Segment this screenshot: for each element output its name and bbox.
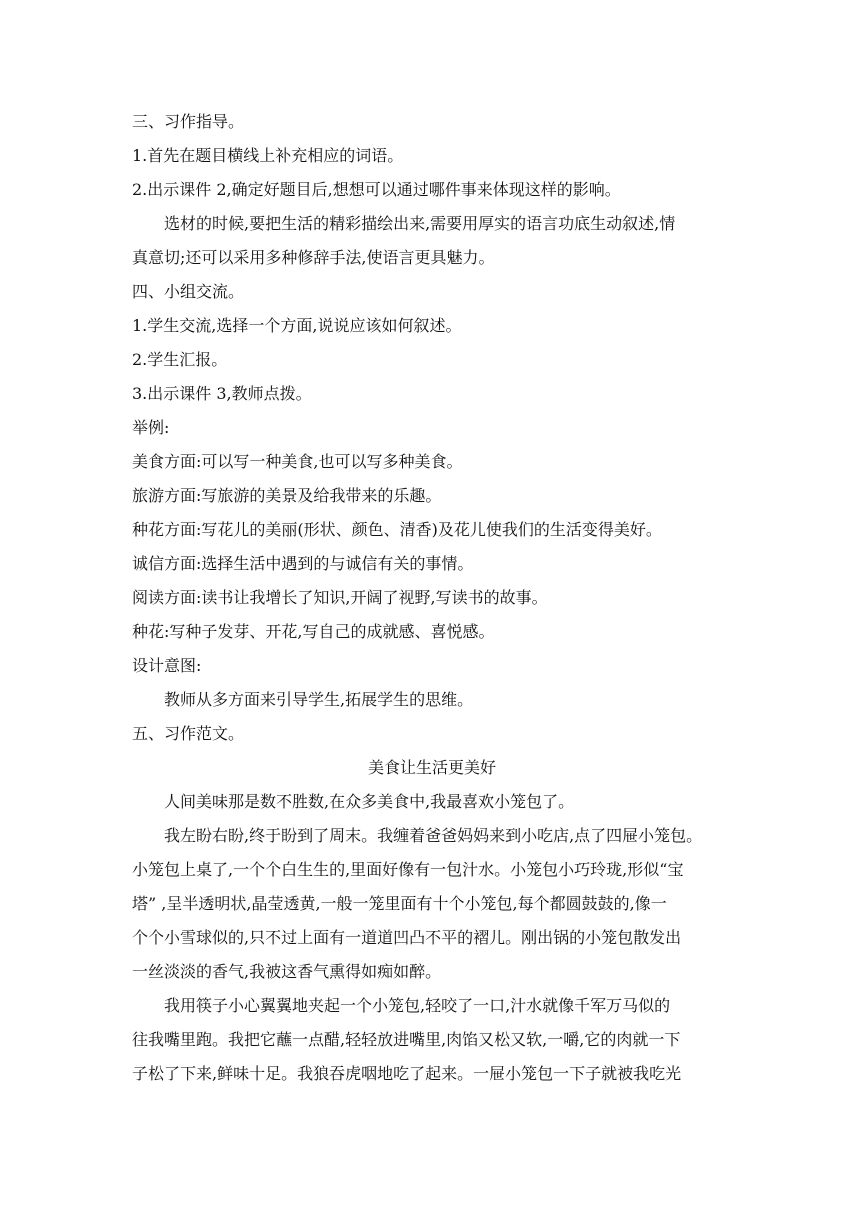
discussion-step-1: 1.学生交流,选择一个方面,说说应该如何叙述。 [132,316,462,335]
essay-paragraph-2-line-3: 塔” ,呈半透明状,晶莹透黄,一般一笼里面有十个小笼包,每个都圆鼓鼓的,像一 [132,894,667,913]
essay-paragraph-2-line-1: 我左盼右盼,终于盼到了周末。我缠着爸爸妈妈来到小吃店,点了四屉小笼包。 [164,826,703,845]
discussion-step-2: 2.学生汇报。 [132,350,228,369]
section-heading-writing-guidance: 三、习作指导。 [132,112,245,131]
essay-paragraph-3-line-3: 子松了下来,鲜味十足。我狼吞虎咽地吃了起来。一屉小笼包一下子就被我吃光 [132,1064,682,1083]
example-food: 美食方面:可以写一种美食,也可以写多种美食。 [132,452,463,471]
essay-title: 美食让生活更美好 [367,758,496,777]
essay-paragraph-2-line-5: 一丝淡淡的香气,我被这香气熏得如痴如醉。 [132,962,442,981]
example-travel: 旅游方面:写旅游的美景及给我带来的乐趣。 [132,486,442,505]
essay-paragraph-2-line-4: 个个小雪球似的,只不过上面有一道道凹凸不平的褶儿。刚出锅的小笼包散发出 [132,928,682,947]
guidance-paragraph-line-2: 真意切;还可以采用多种修辞手法,使语言更具魅力。 [132,248,495,267]
example-flowers: 种花方面:写花儿的美丽(形状、颜色、清香)及花儿使我们的生活变得美好。 [132,520,662,539]
section-heading-model-essay: 五、习作范文。 [132,724,245,743]
guidance-paragraph-line-1: 选材的时候,要把生活的精彩描绘出来,需要用厚实的语言功底生动叙述,情 [164,214,676,233]
section-heading-group-discussion: 四、小组交流。 [132,282,245,301]
example-reading: 阅读方面:读书让我增长了知识,开阔了视野,写读书的故事。 [132,588,548,607]
examples-label: 举例: [132,418,170,437]
essay-paragraph-2-line-2: 小笼包上桌了,一个个白生生的,里面好像有一包汁水。小笼包小巧玲珑,形似“宝 [132,860,684,879]
discussion-step-3: 3.出示课件 3,教师点拨。 [132,384,312,403]
essay-paragraph-3-line-2: 往我嘴里跑。我把它蘸一点醋,轻轻放进嘴里,肉馅又松又软,一嚼,它的肉就一下 [132,1030,681,1049]
essay-paragraph-3-line-1: 我用筷子小心翼翼地夹起一个小笼包,轻咬了一口,汁水就像千军万马似的 [164,996,671,1015]
guidance-step-1: 1.首先在题目横线上补充相应的词语。 [132,146,404,165]
essay-paragraph-1: 人间美味那是数不胜数,在众多美食中,我最喜欢小笼包了。 [164,792,575,811]
example-honesty: 诚信方面:选择生活中遇到的与诚信有关的事情。 [132,554,474,573]
document-body [132,105,732,1091]
example-planting: 种花:写种子发芽、开花,写自己的成就感、喜悦感。 [132,622,495,641]
design-intent-text: 教师从多方面来引导学生,拓展学生的思维。 [164,690,474,709]
design-intent-label: 设计意图: [132,656,202,675]
guidance-step-2: 2.出示课件 2,确定好题目后,想想可以通过哪件事来体现这样的影响。 [132,180,621,199]
